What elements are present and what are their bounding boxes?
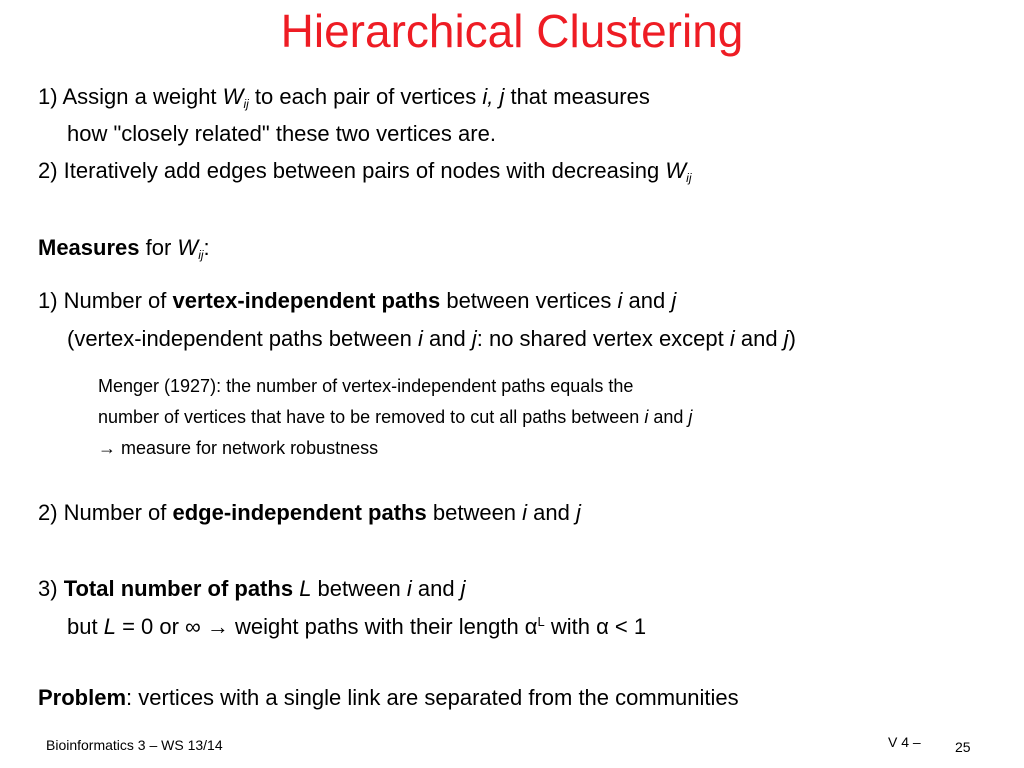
weight-symbol: W: [222, 84, 244, 109]
weight-subscript: ij: [243, 97, 249, 111]
step-1-line: [38, 84, 650, 110]
definition-text: (vertex-independent paths between: [67, 326, 419, 351]
var-i: i: [617, 288, 623, 313]
var-i: i: [418, 326, 423, 351]
and-text: and: [411, 576, 461, 601]
definition-text-b: : no shared vertex except: [476, 326, 730, 351]
step-2-text: 2) Iteratively add edges between pairs of nodes with decreasing: [38, 158, 666, 183]
measure-3-term: Total number of paths: [63, 576, 294, 601]
measures-for: for: [139, 235, 178, 260]
slide-title: Hierarchical Clustering: [280, 5, 744, 57]
problem-label: Problem: [38, 685, 127, 710]
var-j: j: [575, 500, 581, 525]
close-paren: ): [788, 326, 796, 351]
step-1-text-c: that measures: [504, 84, 650, 109]
menger-line-2: [98, 406, 692, 428]
step-2-line: [38, 158, 692, 184]
problem-text: : vertices with a single link are separated from the communities: [126, 685, 739, 710]
measures-heading: [38, 235, 210, 261]
measure-1-line: [38, 288, 676, 314]
measure-1-text-b: between vertices: [440, 288, 618, 313]
var-L: L: [299, 576, 312, 601]
step-1-text: 1) Assign a weight: [38, 84, 223, 109]
weight-subscript: ij: [198, 248, 204, 262]
measures-colon: :: [203, 235, 210, 260]
var-L: L: [103, 614, 116, 639]
and-text: and: [527, 500, 576, 525]
measure-1-term: vertex-independent paths: [172, 288, 441, 313]
and-text: and: [648, 407, 689, 427]
measures-label: Measures: [38, 235, 140, 260]
measure-2-line: [38, 500, 581, 526]
menger-line-1: Menger (1927): the number of vertex-independent paths equals the: [98, 376, 634, 396]
measure-3-text-b: between: [311, 576, 407, 601]
and-text: and: [734, 326, 784, 351]
problem-line: [38, 685, 739, 711]
exponent-L: L: [537, 614, 545, 629]
var-i: i: [522, 500, 528, 525]
measure-2-text: 2) Number of: [38, 500, 173, 525]
var-i: i: [644, 407, 649, 427]
vertices-ij: i, j: [482, 84, 505, 109]
measure-2-text-b: between: [426, 500, 523, 525]
page-number: 25: [955, 739, 971, 755]
menger-line-3: → measure for network robustness: [98, 438, 379, 458]
var-j: j: [783, 326, 789, 351]
var-i: i: [406, 576, 412, 601]
measure-3-weighting: [67, 614, 646, 640]
footer-lecture: V 4 –: [888, 734, 921, 750]
weighting-text-c: with α < 1: [544, 614, 647, 639]
footer-course: Bioinformatics 3 – WS 13/14: [46, 737, 223, 753]
weight-subscript: ij: [686, 171, 692, 185]
and-text: and: [622, 288, 672, 313]
weight-symbol: W: [177, 235, 199, 260]
var-j: j: [471, 326, 477, 351]
var-j: j: [460, 576, 466, 601]
measure-3-text: 3): [38, 576, 64, 601]
measure-3-line: [38, 576, 466, 602]
and-text: and: [422, 326, 472, 351]
weighting-text: but: [67, 614, 104, 639]
var-j: j: [688, 407, 693, 427]
weight-symbol: W: [665, 158, 687, 183]
step-1-text-b: to each pair of vertices: [248, 84, 483, 109]
step-1-continuation: how "closely related" these two vertices are.: [67, 121, 496, 146]
menger-text: number of vertices that have to be removed to cut all paths between: [98, 407, 645, 427]
measure-2-term: edge-independent paths: [172, 500, 427, 525]
var-i: i: [729, 326, 735, 351]
var-j: j: [671, 288, 677, 313]
measure-1-text: 1) Number of: [38, 288, 173, 313]
weighting-text-b: = 0 or ∞ → weight paths with their length α: [115, 614, 538, 639]
measure-1-definition: [67, 326, 796, 352]
